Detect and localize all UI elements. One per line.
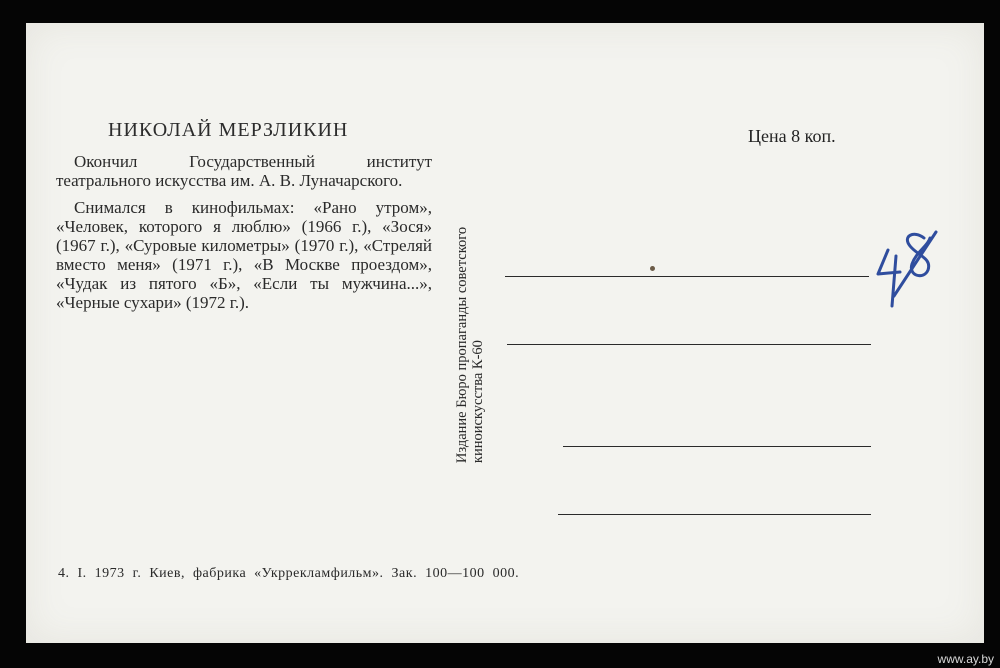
publisher-line-1: Издание Бюро пропаганды советского bbox=[454, 226, 470, 464]
bio-education: Окончил Государственный институт театрального искусства им. А. В. Луначарского. bbox=[56, 152, 432, 190]
postcard-back bbox=[26, 23, 984, 643]
address-line bbox=[558, 514, 871, 515]
printing-imprint: 4. I. 1973 г. Киев, фабрика «Укррекламфильм». Зак. 100—100 000. bbox=[58, 566, 520, 581]
biography-text bbox=[56, 152, 432, 320]
address-line bbox=[507, 344, 871, 345]
publisher-credit bbox=[454, 227, 486, 463]
ink-spot bbox=[650, 266, 655, 271]
handwritten-note-icon bbox=[866, 226, 946, 310]
address-line bbox=[563, 446, 871, 447]
actor-name-title: НИКОЛАЙ МЕРЗЛИКИН bbox=[108, 119, 349, 141]
address-line bbox=[505, 276, 869, 277]
bio-filmography: Снимался в кинофильмах: «Рано утром», «Человек, которого я люблю» (1966 г.), «Зося» (1967 г.), «Суровые километры» (1970 г.), «Стреляй вместо меня» (1971 г.), «В Москве проездом», «Чудак из пятого «Б», «Если ты мужчина...», «Черные сухари» (1972 г.). bbox=[56, 198, 432, 312]
publisher-line-2: киноискусства К-60 bbox=[470, 340, 486, 464]
site-watermark: www.ay.by bbox=[937, 652, 994, 666]
price-label: Цена 8 коп. bbox=[748, 126, 836, 146]
